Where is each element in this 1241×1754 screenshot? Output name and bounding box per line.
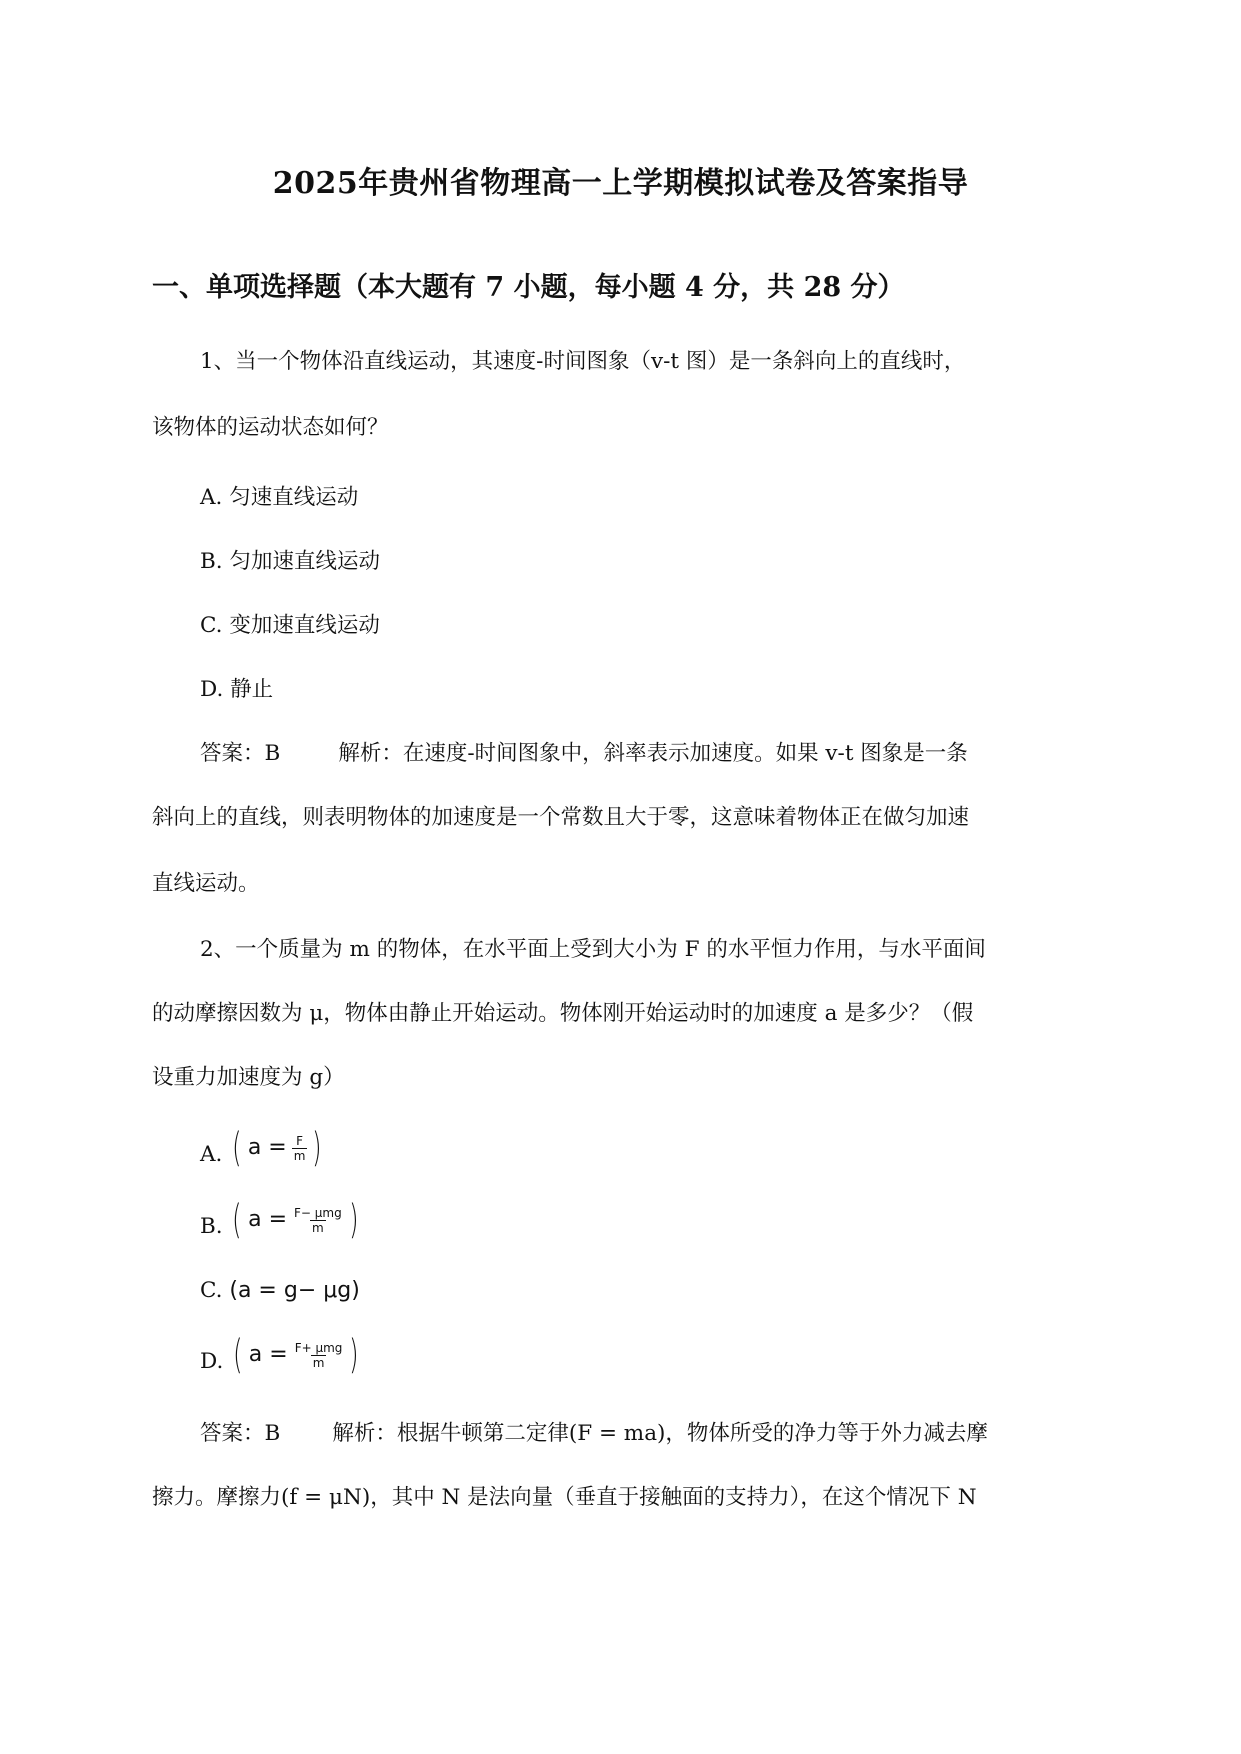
- formula-a: ( a = $\frac{F}{m}$ ): [232, 1125, 322, 1171]
- q1-analysis-line2: 斜向上的直线，则表明物体的加速度是一个常数且大于零，这意味着物体正在做匀加速: [152, 805, 970, 830]
- q2-stem-line2: 的动摩擦因数为 μ，物体由静止开始运动。物体刚开始运动时的加速度 a 是多少？（假: [152, 1001, 974, 1026]
- q1-stem-line2: 该物体的运动状态如何？: [152, 415, 389, 440]
- q1-analysis-line3: 直线运动。: [152, 871, 260, 896]
- formula-d: ( a = $\frac{\text{F+ μmg}}{m}$ ): [233, 1332, 359, 1378]
- q1-option-c: C. 变加速直线运动: [200, 613, 380, 638]
- q2-stem-line1: 2、一个质量为 m 的物体，在水平面上受到大小为 F 的水平恒力作用，与水平面间: [200, 937, 986, 962]
- q1-option-a: A. 匀速直线运动: [200, 485, 359, 510]
- q1-stem-line1: 1、当一个物体沿直线运动，其速度-时间图象（v-t 图）是一条斜向上的直线时，: [200, 349, 966, 374]
- q2-answer: 答案：B: [200, 1421, 281, 1446]
- q1-option-d: D. 静止: [200, 677, 274, 702]
- q1-answer-row: [200, 738, 1092, 770]
- q2-option-b: B. ( a = $\frac{\text{F− μmg}}{m}$ ): [200, 1200, 361, 1243]
- q2-answer-row: [200, 1418, 1092, 1450]
- q1-answer: 答案：B: [200, 741, 281, 766]
- q2-option-d: D. ( a = $\frac{\text{F+ μmg}}{m}$ ): [200, 1335, 362, 1378]
- section-heading: 一、单项选择题（本大题有 7 小题，每小题 4 分，共 28 分）: [152, 272, 905, 303]
- q1-analysis-line1: 解析：在速度-时间图象中，斜率表示加速度。如果 v-t 图象是一条: [338, 741, 968, 766]
- q2-analysis-line1: 解析：根据牛顿第二定律(F = ma)，物体所受的净力等于外力减去摩: [332, 1421, 988, 1446]
- formula-b: ( a = $\frac{\text{F− μmg}}{m}$ ): [232, 1197, 359, 1243]
- q2-option-a: A. ( a = $\frac{F}{m}$ ): [200, 1128, 325, 1171]
- q2-stem-line3: 设重力加速度为 g）: [152, 1065, 345, 1090]
- q2-analysis-line2: 擦力。摩擦力(f = μN)，其中 N 是法向量（垂直于接触面的支持力），在这个情况下 N: [152, 1485, 977, 1510]
- formula-c: (a = g− μg): [229, 1278, 360, 1303]
- document-title: 2025年贵州省物理高一上学期模拟试卷及答案指导: [272, 166, 969, 201]
- q1-option-b: B. 匀加速直线运动: [200, 549, 380, 574]
- q2-option-c: C. (a = g− μg): [200, 1275, 360, 1307]
